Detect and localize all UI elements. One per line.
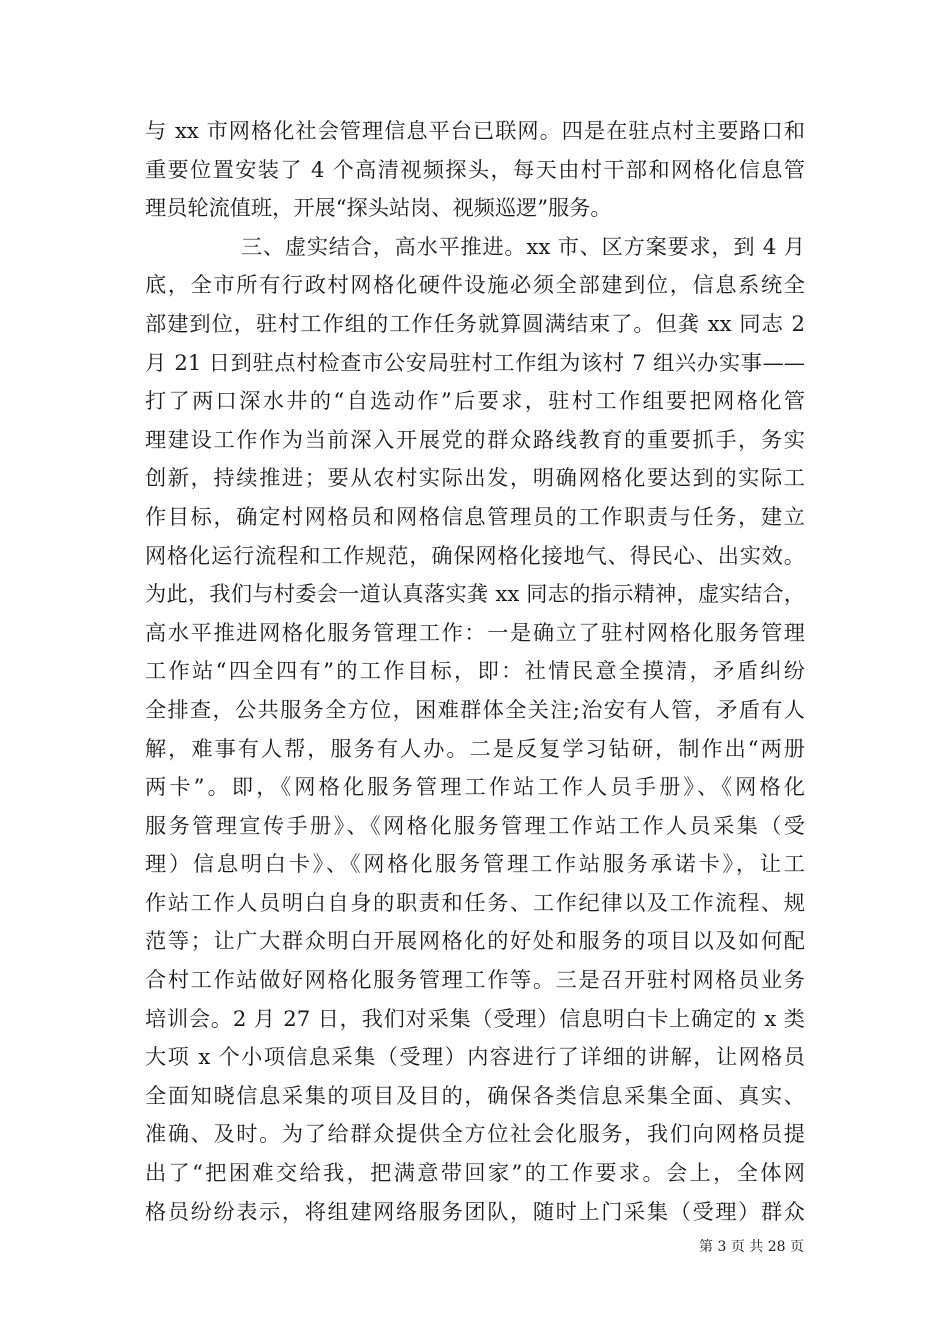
- text-line: 工作站“四全四有”的工作目标，即：社情民意全摸清，矛盾纠纷: [145, 658, 805, 684]
- text-line: 出了“把困难交给我，把满意带回家”的工作要求。会上，全体网: [145, 1160, 805, 1186]
- text-line: 服务管理宣传手册》、《网格化服务管理工作站工作人员采集（受: [145, 812, 805, 838]
- text-line: 解，难事有人帮，服务有人办。二是反复学习钻研，制作出“两册: [145, 735, 805, 761]
- text-line: 部建到位，驻村工作组的工作任务就算圆满结束了。但龚 xx 同志 2: [145, 310, 805, 336]
- text-line: 理）信息明白卡》、《网格化服务管理工作站服务承诺卡》，让工: [145, 851, 805, 877]
- text-line: 合村工作站做好网格化服务管理工作等。三是召开驻村网格员业务: [145, 967, 805, 993]
- text-line: 格员纷纷表示，将组建网络服务团队，随时上门采集（受理）群众: [145, 1198, 805, 1224]
- text-line: 大项 x 个小项信息采集（受理）内容进行了详细的讲解，让网格员: [145, 1044, 805, 1070]
- text-line: 底，全市所有行政村网格化硬件设施必须全部建到位，信息系统全: [145, 272, 805, 298]
- text-line: 全排查，公共服务全方位，困难群体全关注;治安有人管，矛盾有人: [145, 696, 805, 722]
- page-footer: [0, 1237, 950, 1257]
- text-line: 创新，持续推进；要从农村实际出发，明确网格化要达到的实际工: [145, 465, 805, 491]
- section-heading-line: 三、虚实结合，高水平推进。xx 市、区方案要求，到 4 月: [241, 233, 805, 259]
- body-text: [145, 112, 805, 1231]
- text-line: 培训会。2 月 27 日，我们对采集（受理）信息明白卡上确定的 x 类: [145, 1005, 805, 1031]
- text-line: 为此，我们与村委会一道认真落实龚 xx 同志的指示精神，虚实结合，: [145, 581, 805, 607]
- text-line: 理建设工作作为当前深入开展党的群众路线教育的重要抓手，务实: [145, 426, 805, 452]
- text-line: 作站工作人员明白自身的职责和任务、工作纪律以及工作流程、规: [145, 889, 805, 915]
- text-line: 月 21 日到驻点村检查市公安局驻村工作组为该村 7 组兴办实事——: [145, 349, 805, 375]
- text-line: 全面知晓信息采集的项目及目的，确保各类信息采集全面、真实、: [145, 1082, 805, 1108]
- text-line: 与 xx 市网格化社会管理信息平台已联网。四是在驻点村主要路口和: [145, 118, 805, 143]
- text-line: 打了两口深水井的“自选动作”后要求，驻村工作组要把网格化管: [145, 388, 805, 414]
- text-line: 网格化运行流程和工作规范，确保网格化接地气、得民心、出实效。: [145, 542, 805, 568]
- text-line: 高水平推进网格化服务管理工作：一是确立了驻村网格化服务管理: [145, 619, 805, 645]
- text-line: 理员轮流值班，开展“探头站岗、视频巡逻”服务。: [145, 195, 612, 221]
- text-line: 作目标，确定村网格员和网格信息管理员的工作职责与任务，建立: [145, 503, 805, 529]
- page-number: 第 3 页 共 28 页: [699, 1239, 804, 1255]
- text-line: 重要位置安装了 4 个高清视频探头，每天由村干部和网格化信息管: [145, 156, 805, 182]
- text-line: 范等；让广大群众明白开展网格化的好处和服务的项目以及如何配: [145, 928, 805, 954]
- text-line: 准确、及时。为了给群众提供全方位社会化服务，我们向网格员提: [145, 1121, 805, 1147]
- text-line: 两卡”。即，《网格化服务管理工作站工作人员手册》、《网格化: [145, 774, 805, 800]
